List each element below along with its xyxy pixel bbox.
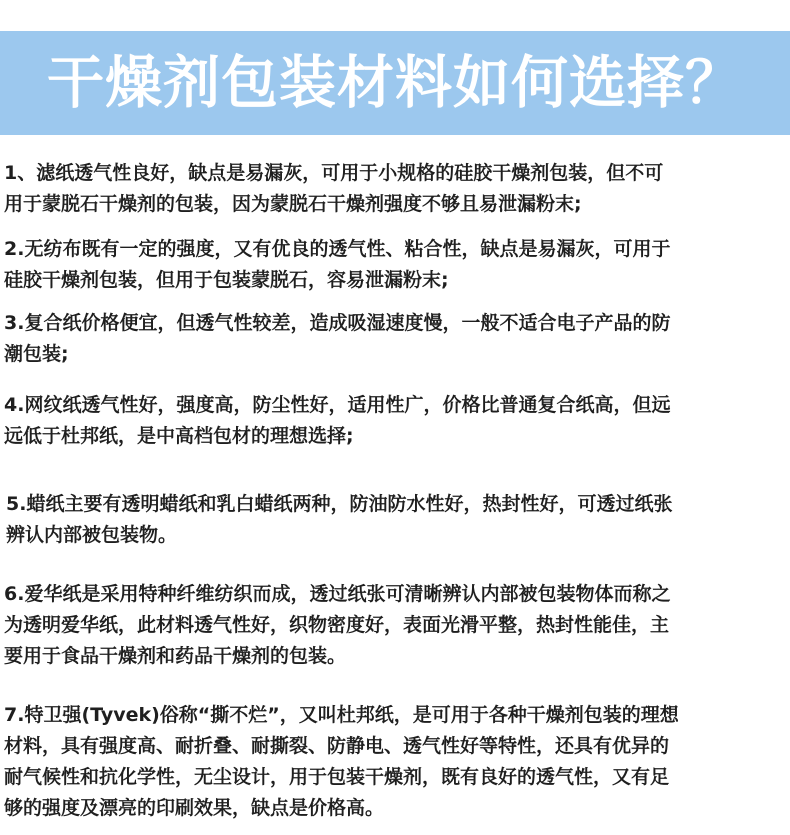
- paragraph-line: 够的强度及漂亮的印刷效果，缺点是价格高。: [4, 797, 385, 819]
- paragraph-nonwoven: [4, 234, 790, 296]
- paragraph-line: 1、滤纸透气性良好，缺点是易漏灰，可用于小规格的硅胶干燥剂包装，但不可: [4, 162, 664, 184]
- paragraph-line: 6.爱华纸是采用特种纤维纺织而成，透过纸张可清晰辨认内部被包装物体而称之: [4, 583, 671, 605]
- paragraph-line: 材料，具有强度高、耐折叠、耐撕裂、防静电、透气性好等特性，还具有优异的: [4, 735, 670, 757]
- paragraph-wax-paper: [6, 489, 790, 551]
- paragraph-composite-paper: [4, 308, 790, 370]
- paragraph-line: 辨认内部被包装物。: [6, 524, 178, 546]
- paragraph-line: 5.蜡纸主要有透明蜡纸和乳白蜡纸两种，防油防水性好，热封性好，可透过纸张: [6, 493, 673, 515]
- paragraph-line: 为透明爱华纸，此材料透气性好，织物密度好，表面光滑平整，热封性能佳，主: [4, 614, 670, 636]
- paragraph-line: 2.无纺布既有一定的强度，又有优良的透气性、粘合性，缺点是易漏灰，可用于: [4, 238, 671, 260]
- paragraph-line: 用于蒙脱石干燥剂的包装，因为蒙脱石干燥剂强度不够且易泄漏粉末;: [4, 193, 582, 215]
- paragraph-line: 7.特卫强(Tyvek)俗称“撕不烂”，又叫杜邦纸，是可用于各种干燥剂包装的理想: [4, 704, 679, 726]
- paragraph-tyvek: [4, 700, 790, 824]
- paragraph-line: 要用于食品干燥剂和药品干燥剂的包装。: [4, 645, 347, 667]
- paragraph-line: 潮包装;: [4, 343, 69, 365]
- paragraph-aihua-paper: [4, 579, 790, 672]
- page-title: 干燥剂包装材料如何选择？: [47, 50, 743, 116]
- paragraph-mesh-paper: [4, 390, 790, 452]
- title-banner: [0, 31, 790, 135]
- paragraph-line: 远低于杜邦纸，是中高档包材的理想选择;: [4, 425, 354, 447]
- paragraph-line: 4.网纹纸透气性好，强度高，防尘性好，适用性广，价格比普通复合纸高，但远: [4, 394, 671, 416]
- paragraph-filter-paper: [4, 158, 790, 220]
- paragraph-line: 3.复合纸价格便宜，但透气性较差，造成吸湿速度慢，一般不适合电子产品的防: [4, 312, 671, 334]
- paragraph-line: 耐气候性和抗化学性，无尘设计，用于包装干燥剂，既有良好的透气性，又有足: [4, 766, 670, 788]
- paragraph-line: 硅胶干燥剂包装，但用于包装蒙脱石，容易泄漏粉末;: [4, 269, 449, 291]
